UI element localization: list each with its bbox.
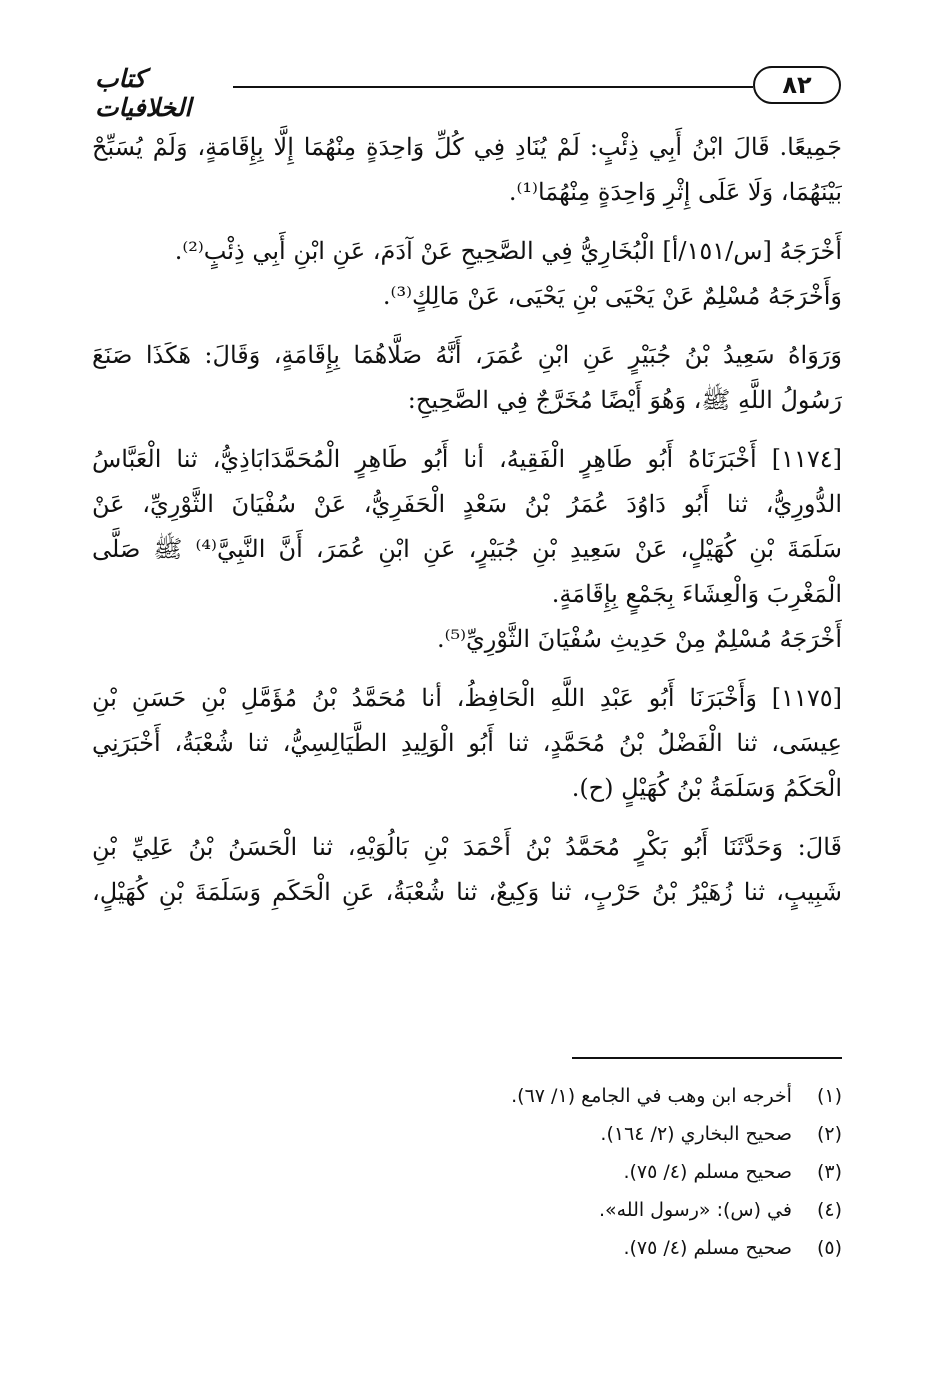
footnote xyxy=(92,1191,842,1229)
text-line: سَلَمَةَ بْنِ كُهَيْلٍ، عَنْ سَعِيدِ بْنِ جُبَيْرٍ، عَنِ ابْنِ عُمَرَ، أَنَّ النَّبِيَّ⁽⁴⁾ ﷺ صَلَّى xyxy=(92,535,842,563)
hadith-1175-line: [١١٧٥] وَأَخْبَرَنَا أَبُو عَبْدِ اللَّهِ الْحَافِظُ، أنا مُحَمَّدُ بْنُ مُؤَمَّلِ بْنِ حَسَنِ بْنِ xyxy=(92,684,842,712)
text-line: بَيْنَهُمَا، وَلَا عَلَى إِثْرِ وَاحِدَةٍ مِنْهُمَا⁽¹⁾. xyxy=(508,178,842,206)
main-text xyxy=(92,125,842,915)
footnote xyxy=(92,1229,842,1267)
footnote xyxy=(92,1077,842,1115)
text-line: الْمَغْرِبَ وَالْعِشَاءَ بِجَمْعٍ بِإِقَامَةٍ. xyxy=(551,580,842,608)
footnote-text: صحيح مسلم (٤/ ٧٥). xyxy=(623,1161,792,1183)
text-line: الدُّورِيُّ، ثنا أَبُو دَاوُدَ عُمَرُ بْنُ سَعْدٍ الْحَفَرِيُّ، عَنْ سُفْيَانَ الثَّوْرِيِّ، عَنْ xyxy=(92,490,842,518)
book-title: كتاب الخلافيات xyxy=(95,64,192,122)
footnote-text: أخرجه ابن وهب في الجامع (١/ ٦٧). xyxy=(511,1085,792,1107)
footnote-text: صحيح البخاري (٢/ ١٦٤). xyxy=(600,1123,792,1145)
text-line: وَرَوَاهُ سَعِيدُ بْنُ جُبَيْرٍ عَنِ ابْنِ عُمَرَ، أَنَّهُ صَلَّاهُمَا بِإِقَامَةٍ، وَقَالَ: هَكَذَا صَنَعَ xyxy=(92,341,842,369)
footnote-number: (٣) xyxy=(816,1161,842,1183)
footnote-number: (٤) xyxy=(816,1199,842,1221)
text-line: أَخْرَجَهُ مُسْلِمٌ مِنْ حَدِيثِ سُفْيَانَ الثَّوْرِيِّ⁽⁵⁾. xyxy=(436,625,842,653)
footnote-number: (٢) xyxy=(816,1123,842,1145)
footnote-number: (٥) xyxy=(816,1237,842,1259)
footnote xyxy=(92,1115,842,1153)
footnote-text: صحيح مسلم (٤/ ٧٥). xyxy=(623,1237,792,1259)
footnote-number: (١) xyxy=(816,1085,842,1107)
footnote xyxy=(92,1153,842,1191)
text-line: عِيسَى، ثنا الْفَضْلُ بْنُ مُحَمَّدٍ، ثنا أَبُو الْوَلِيدِ الطَّيَالِسِيُّ، ثنا شُعْبَةُ، أَخْبَرَنِي xyxy=(92,729,842,757)
hadith-1174-line: [١١٧٤] أَخْبَرَنَاهُ أَبُو طَاهِرٍ الْفَقِيهُ، أنا أَبُو طَاهِرٍ الْمُحَمَّدَابَاذِيُّ، ثنا الْعَبَّاسُ xyxy=(92,445,842,473)
text-line: رَسُولُ اللَّهِ ﷺ، وَهُوَ أَيْضًا مُخَرَّجٌ فِي الصَّحِيحِ: xyxy=(407,386,842,414)
text-line: جَمِيعًا. قَالَ ابْنُ أَبِي ذِئْبٍ: لَمْ يُنَادِ فِي كُلِّ وَاحِدَةٍ مِنْهُمَا إِلَّا بِإِقَامَةٍ، وَلَمْ يُسَبِّحْ xyxy=(92,133,842,161)
text-line: الْحَكَمُ وَسَلَمَةُ بْنُ كُهَيْلٍ (ح). xyxy=(571,774,842,802)
footnote-separator xyxy=(572,1057,842,1059)
header-rule xyxy=(233,86,753,88)
page-header xyxy=(95,62,841,122)
footnote-text: في (س): «رسول الله». xyxy=(598,1199,792,1221)
text-line: أَخْرَجَهُ [س/١٥١/أ] الْبُخَارِيُّ فِي الصَّحِيحِ عَنْ آدَمَ، عَنِ ابْنِ أَبِي ذِئْبٍ⁽²⁾. xyxy=(174,237,842,265)
page-number-badge: ٨٢ xyxy=(753,66,841,104)
text-line: وَأَخْرَجَهُ مُسْلِمٌ عَنْ يَحْيَى بْنِ يَحْيَى، عَنْ مَالِكٍ⁽³⁾. xyxy=(382,282,842,310)
text-line: شَبِيبٍ، ثنا زُهَيْرُ بْنُ حَرْبٍ، ثنا وَكِيعٌ، ثنا شُعْبَةُ، عَنِ الْحَكَمِ وَسَلَمَةَ بْنِ كُهَيْلٍ، xyxy=(92,878,842,906)
footnotes xyxy=(92,1077,842,1267)
text-line: قَالَ: وَحَدَّثَنَا أَبُو بَكْرٍ مُحَمَّدُ بْنُ أَحْمَدَ بْنِ بَالُوَيْهِ، ثنا الْحَسَنُ بْنُ عَلِيِّ بْنِ xyxy=(92,833,842,861)
